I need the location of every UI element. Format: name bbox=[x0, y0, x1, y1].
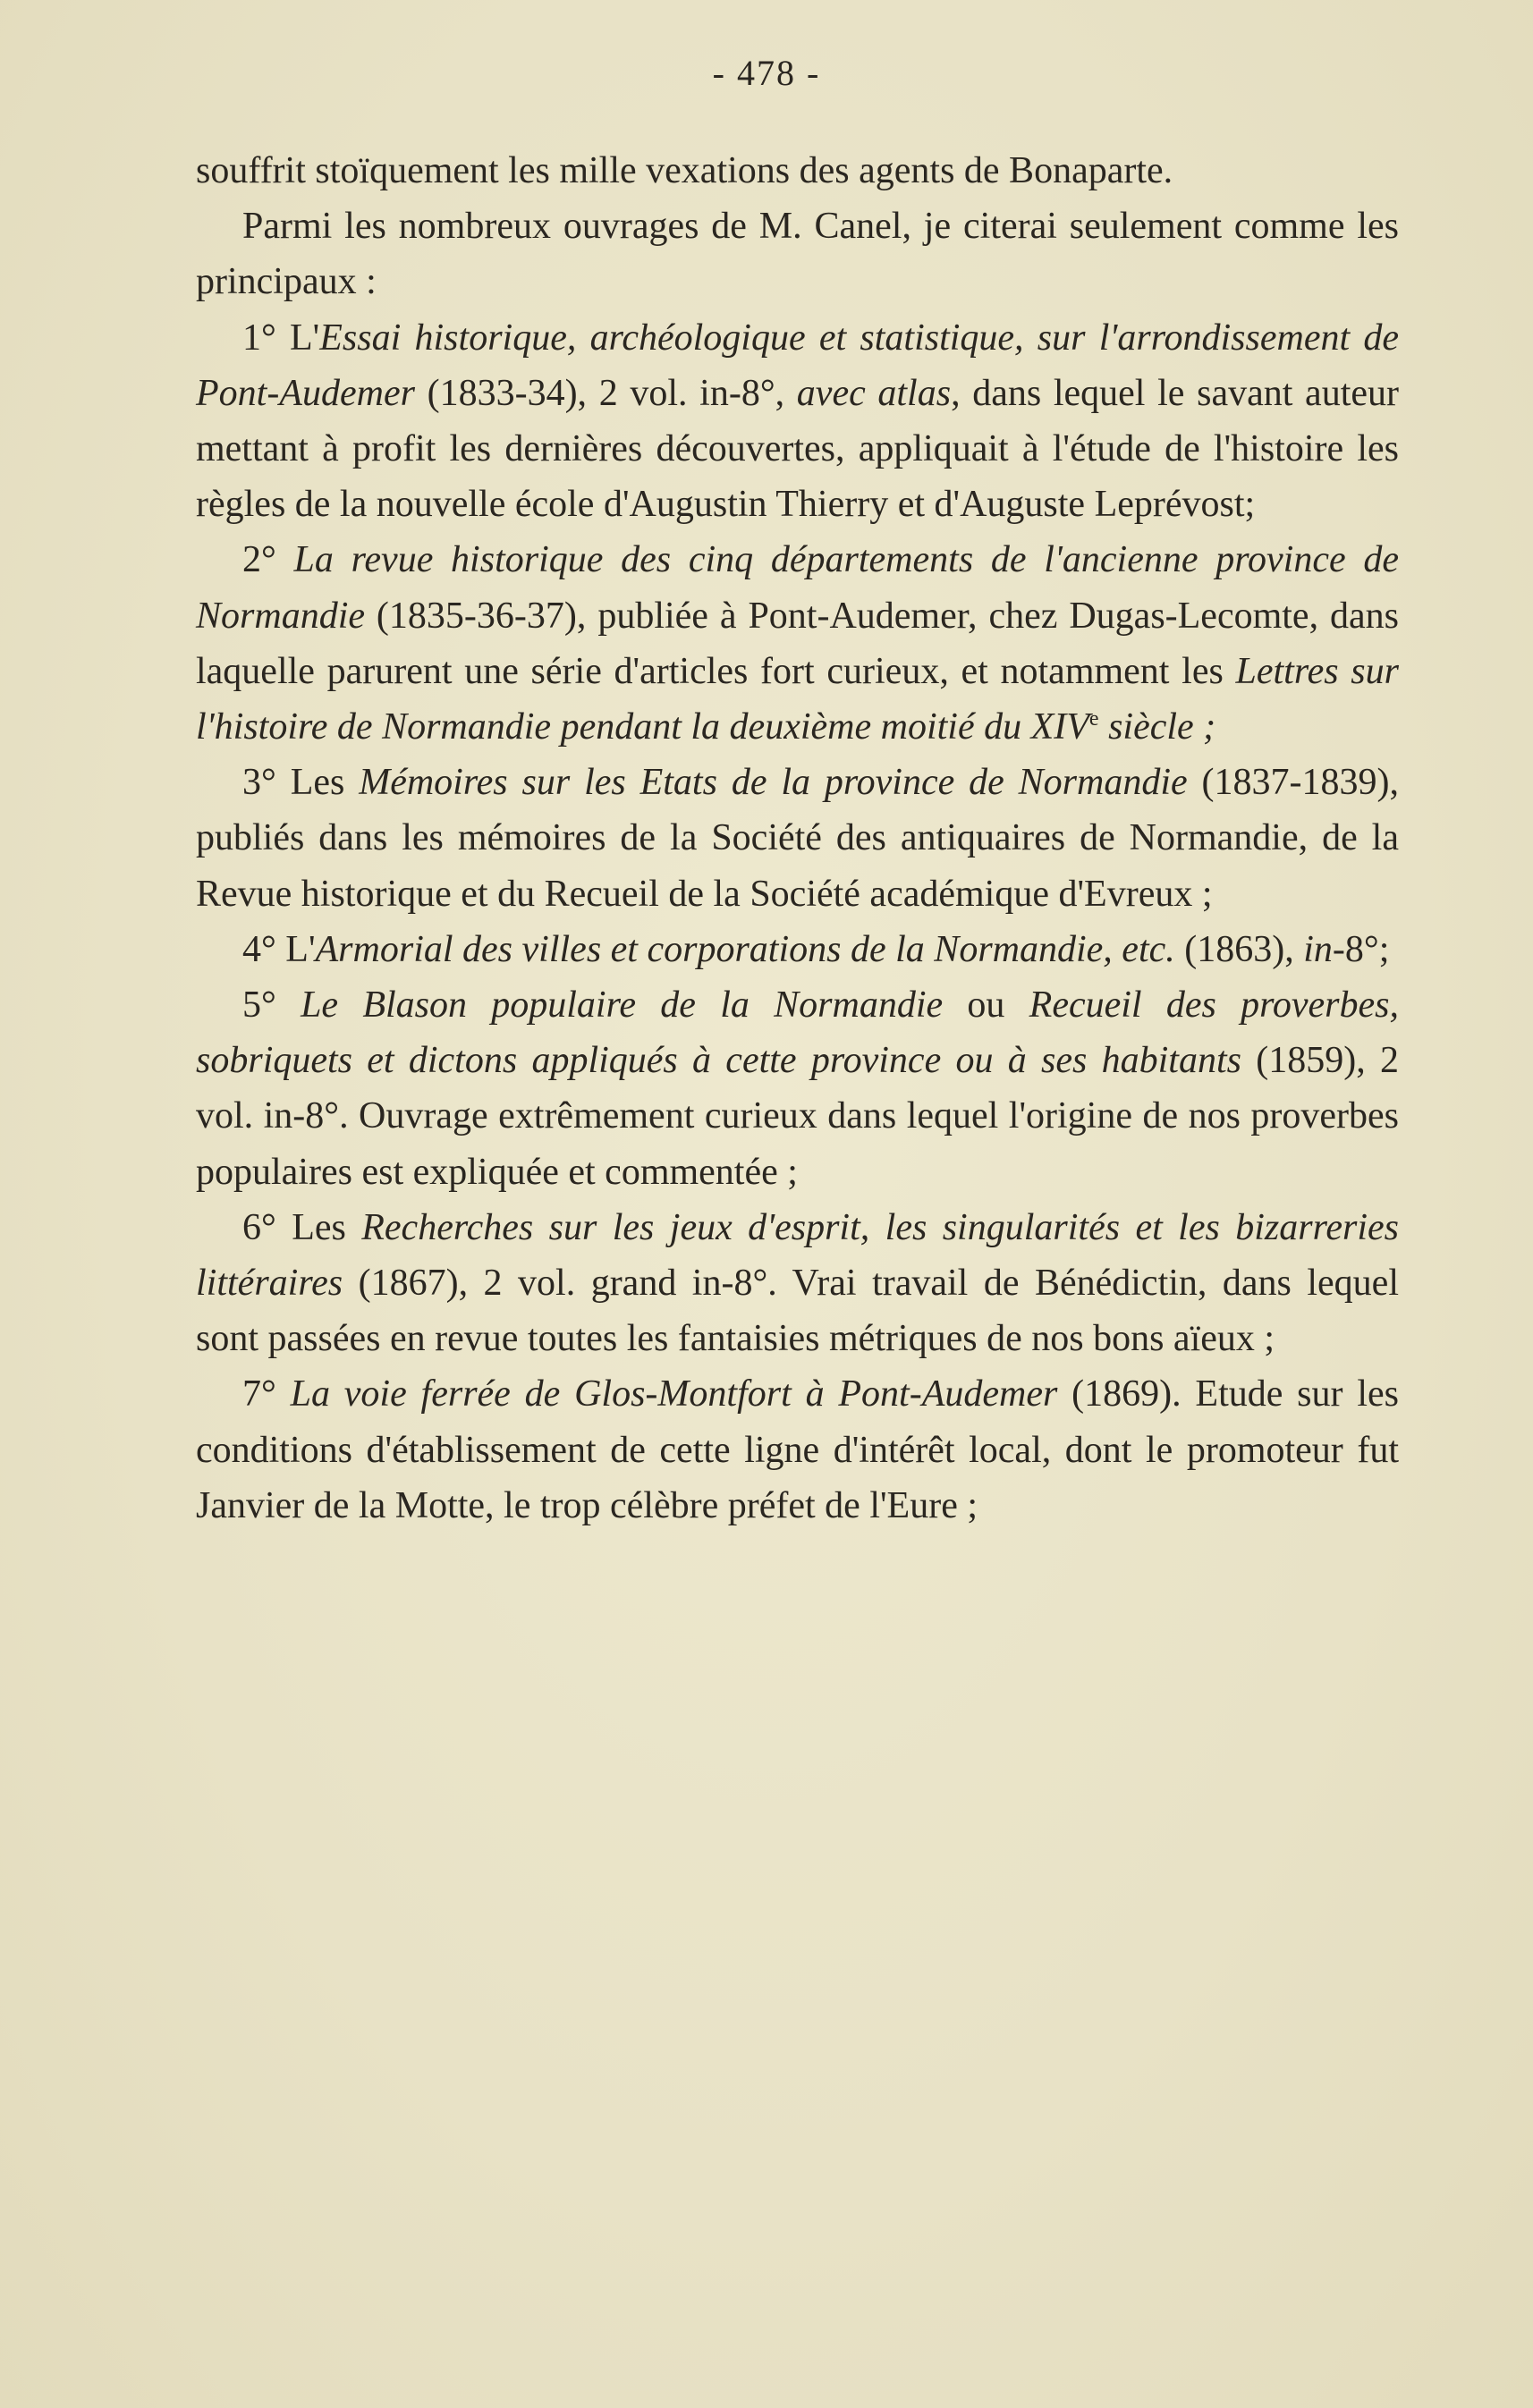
list-item-7 bbox=[196, 1366, 1399, 1534]
item-number: 6° bbox=[242, 1206, 276, 1248]
list-item-4 bbox=[196, 922, 1399, 977]
item-text: ou bbox=[943, 984, 1029, 1027]
item-text: , dans lequel le savant auteur mettant à profit les dernières découvertes, appliquait à l'étude de l'histoire les règles de la nouvelle école d'Augustin Thierry et d'Auguste Leprévost; bbox=[196, 372, 1399, 526]
work-title: siècle ; bbox=[1098, 706, 1216, 748]
work-title: Le Blason populaire de la Normandie bbox=[301, 984, 944, 1027]
item-text: (1835-36-37), publiée à Pont-Audemer, chez Dugas-Lecomte, dans laquelle parurent une série d'articles fort curieux, et notamment les bbox=[196, 595, 1399, 692]
work-title: in bbox=[1303, 928, 1333, 970]
list-item-1 bbox=[196, 310, 1399, 533]
paragraph-intro: Parmi les nombreux ouvrages de M. Canel, je citerai seulement comme les principaux : bbox=[196, 206, 1399, 303]
list-item-3 bbox=[196, 755, 1399, 922]
item-number: 3° bbox=[242, 762, 276, 804]
list-item-5 bbox=[196, 977, 1399, 1200]
page-number: - 478 - bbox=[712, 53, 821, 93]
list-item-6 bbox=[196, 1200, 1399, 1367]
work-title: Mémoires sur les Etats de la province de Normandie bbox=[359, 762, 1188, 804]
work-title: La voie ferrée de Glos-Montfort à Pont-Audemer bbox=[290, 1373, 1058, 1415]
item-number: 7° bbox=[242, 1373, 276, 1415]
item-number: 4° bbox=[242, 928, 276, 970]
item-number: 2° bbox=[242, 539, 276, 581]
work-title: Recueil des proverbes, sobriquets et dictons appliqués à cette province ou à ses habitants bbox=[196, 984, 1400, 1082]
item-text: Les bbox=[290, 762, 360, 804]
item-text: L' bbox=[285, 928, 316, 970]
work-title: La revue historique des cinq départements de l'ancienne province de Normandie bbox=[196, 539, 1399, 637]
work-title: Lettres sur l'histoire de Normandie pendant la deuxième moitié du XIV bbox=[196, 650, 1399, 748]
work-title: Recherches sur les jeux d'esprit, les singularités et les bizarreries littéraires bbox=[196, 1206, 1400, 1305]
body-text bbox=[196, 143, 1399, 1534]
item-text: (1867), 2 vol. grand in-8°. Vrai travail de Bénédictin, dans lequel sont passées en revue toutes les fantaisies métriques de nos bons aïeux ; bbox=[196, 1263, 1399, 1360]
item-text: (1863), bbox=[1174, 928, 1304, 970]
work-title: Armorial des villes et corporations de la Normandie, etc. bbox=[315, 928, 1175, 970]
item-text: Les bbox=[292, 1206, 362, 1248]
item-text: (1833-34), 2 vol. in-8°, bbox=[414, 372, 797, 414]
item-number: 1° bbox=[242, 317, 276, 359]
item-text: L' bbox=[290, 317, 320, 359]
item-number: 5° bbox=[242, 984, 276, 1027]
item-text: (1859), 2 vol. in-8°. Ouvrage extrêmement curieux dans lequel l'origine de nos proverbes populaires est expliquée et commentée ; bbox=[196, 1040, 1399, 1193]
item-text: (1837-1839), publiés dans les mémoires de la Société des antiquaires de Normandie, de la Revue historique et du Recueil de la Société académique d'Evreux ; bbox=[196, 762, 1400, 915]
item-text: (1869). Etude sur les conditions d'établissement de cette ligne d'intérêt local, dont le promoteur fut Janvier de la Motte, le trop célèbre préfet de l'Eure ; bbox=[196, 1373, 1399, 1526]
item-text: -8°; bbox=[1332, 928, 1390, 970]
superscript: e bbox=[1088, 707, 1099, 731]
paragraph-continuation: souffrit stoïquement les mille vexations des agents de Bonaparte. bbox=[196, 150, 1173, 191]
list-item-2 bbox=[196, 532, 1399, 755]
work-title: Essai historique, archéologique et statistique, sur l'arrondissement de Pont-Audemer bbox=[196, 317, 1399, 414]
work-title: avec atlas bbox=[796, 372, 952, 414]
